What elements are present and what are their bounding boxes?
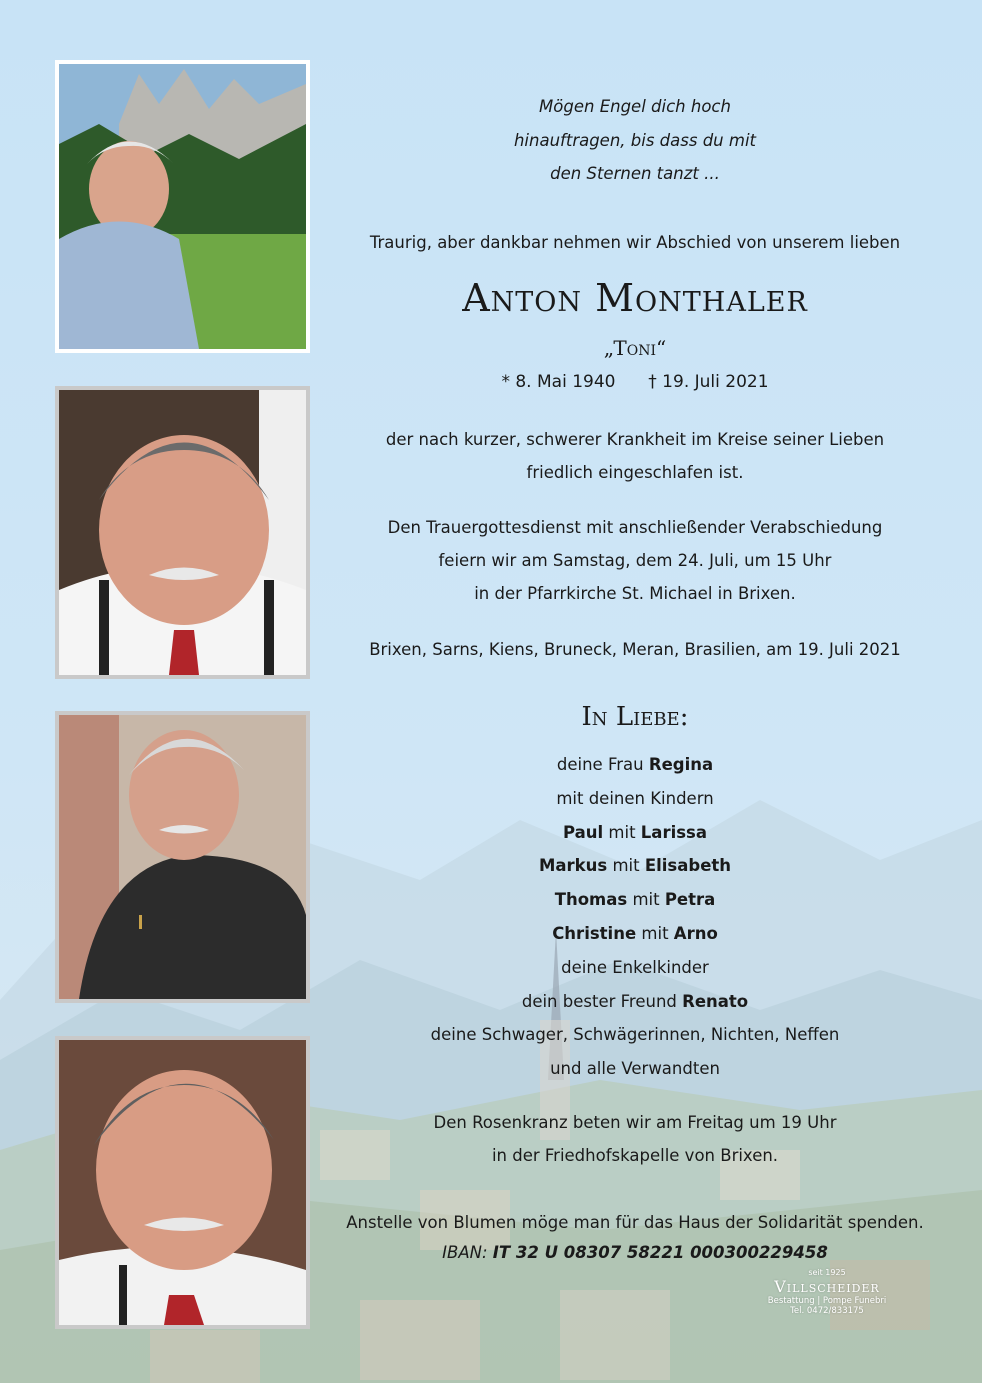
list-item: deine Enkelkinder (561, 957, 709, 977)
mourner-text: mit (632, 890, 660, 910)
motto-line: Mögen Engel dich hoch (539, 97, 731, 116)
list-item: und alle Verwandten (550, 1059, 720, 1079)
motto-line: den Sternen tanzt ... (550, 164, 720, 183)
birth-date: * 8. Mai 1940 (501, 372, 616, 392)
list-item (340, 748, 930, 782)
list-item (340, 849, 930, 883)
mourner-text: mit (641, 923, 669, 943)
list-item (340, 816, 930, 850)
iban-label: IBAN: (442, 1243, 488, 1262)
mourner-text: dein bester Freund (521, 991, 677, 1011)
rosary-line: in der Friedhofskapelle von Brixen. (491, 1146, 779, 1165)
intro-text: Traurig, aber dankbar nehmen wir Abschied von unserem lieben (369, 233, 901, 252)
mourner-name: Larissa (640, 822, 708, 842)
motto (340, 90, 930, 191)
portrait-photo-smiling (55, 386, 310, 679)
mourner-name: Markus (538, 856, 608, 876)
logo-phone: Tel. 0472/833175 (790, 1306, 864, 1316)
mourner-name: Arno (673, 923, 718, 943)
mourner-name: Petra (664, 890, 716, 910)
passing-line: der nach kurzer, schwerer Krankheit im Kreise seiner Lieben (385, 430, 885, 449)
iban (340, 1243, 930, 1262)
deceased-name: Anton Monthaler (462, 276, 808, 320)
logo-since: seit 1925 (808, 1268, 846, 1277)
place-date: Brixen, Sarns, Kiens, Bruneck, Meran, Brasilien, am 19. Juli 2021 (369, 640, 901, 659)
mourner-name: Elisabeth (644, 856, 732, 876)
list-item (340, 917, 930, 951)
motto-line: hinauftragen, bis dass du mit (513, 130, 757, 150)
rosary-text (340, 1106, 930, 1172)
portrait-photo-mountains (55, 60, 310, 353)
service-text (340, 511, 930, 610)
funeral-home-logo (742, 1268, 912, 1316)
service-line: in der Pfarrkirche St. Michael in Brixen. (474, 584, 796, 603)
service-line: Den Trauergottesdienst mit anschließender Verabschiedung (387, 518, 883, 537)
death-date: † 19. Juli 2021 (648, 372, 769, 392)
list-item (340, 985, 930, 1019)
donation-text: Anstelle von Blumen möge man für das Haus der Solidarität spenden. (346, 1213, 924, 1232)
rosary-line: Den Rosenkranz beten wir am Freitag um 19 Uhr (433, 1113, 837, 1132)
portrait-photo-dark-shirt (55, 711, 310, 1003)
logo-services: Bestattung | Pompe Funebri (767, 1296, 887, 1306)
list-item: mit deinen Kindern (556, 788, 714, 808)
mourner-name: Paul (562, 822, 604, 842)
service-line: feiern wir am Samstag, dem 24. Juli, um 15 Uhr (438, 551, 832, 570)
passing-text (340, 423, 930, 489)
iban-value: IT 32 U 08307 58221 000300229458 (492, 1243, 828, 1262)
mourner-name: Renato (682, 991, 749, 1011)
mourner-name: Thomas (554, 890, 628, 910)
in-love-heading: In Liebe: (581, 702, 689, 732)
mourners-list (340, 748, 930, 1086)
logo-name: Villscheider (774, 1277, 880, 1296)
list-item (340, 883, 930, 917)
mourner-text: mit (608, 822, 636, 842)
nickname: „Toni“ (603, 336, 667, 360)
life-dates (340, 372, 930, 392)
mourner-text: deine Frau (556, 755, 644, 774)
passing-line: friedlich eingeschlafen ist. (526, 463, 744, 482)
mourner-name: Christine (552, 923, 637, 943)
mourner-text: mit (612, 856, 640, 876)
portrait-photo-closeup (55, 1036, 310, 1329)
list-item: deine Schwager, Schwägerinnen, Nichten, Neffen (430, 1025, 840, 1045)
mourner-name: Regina (648, 755, 714, 774)
